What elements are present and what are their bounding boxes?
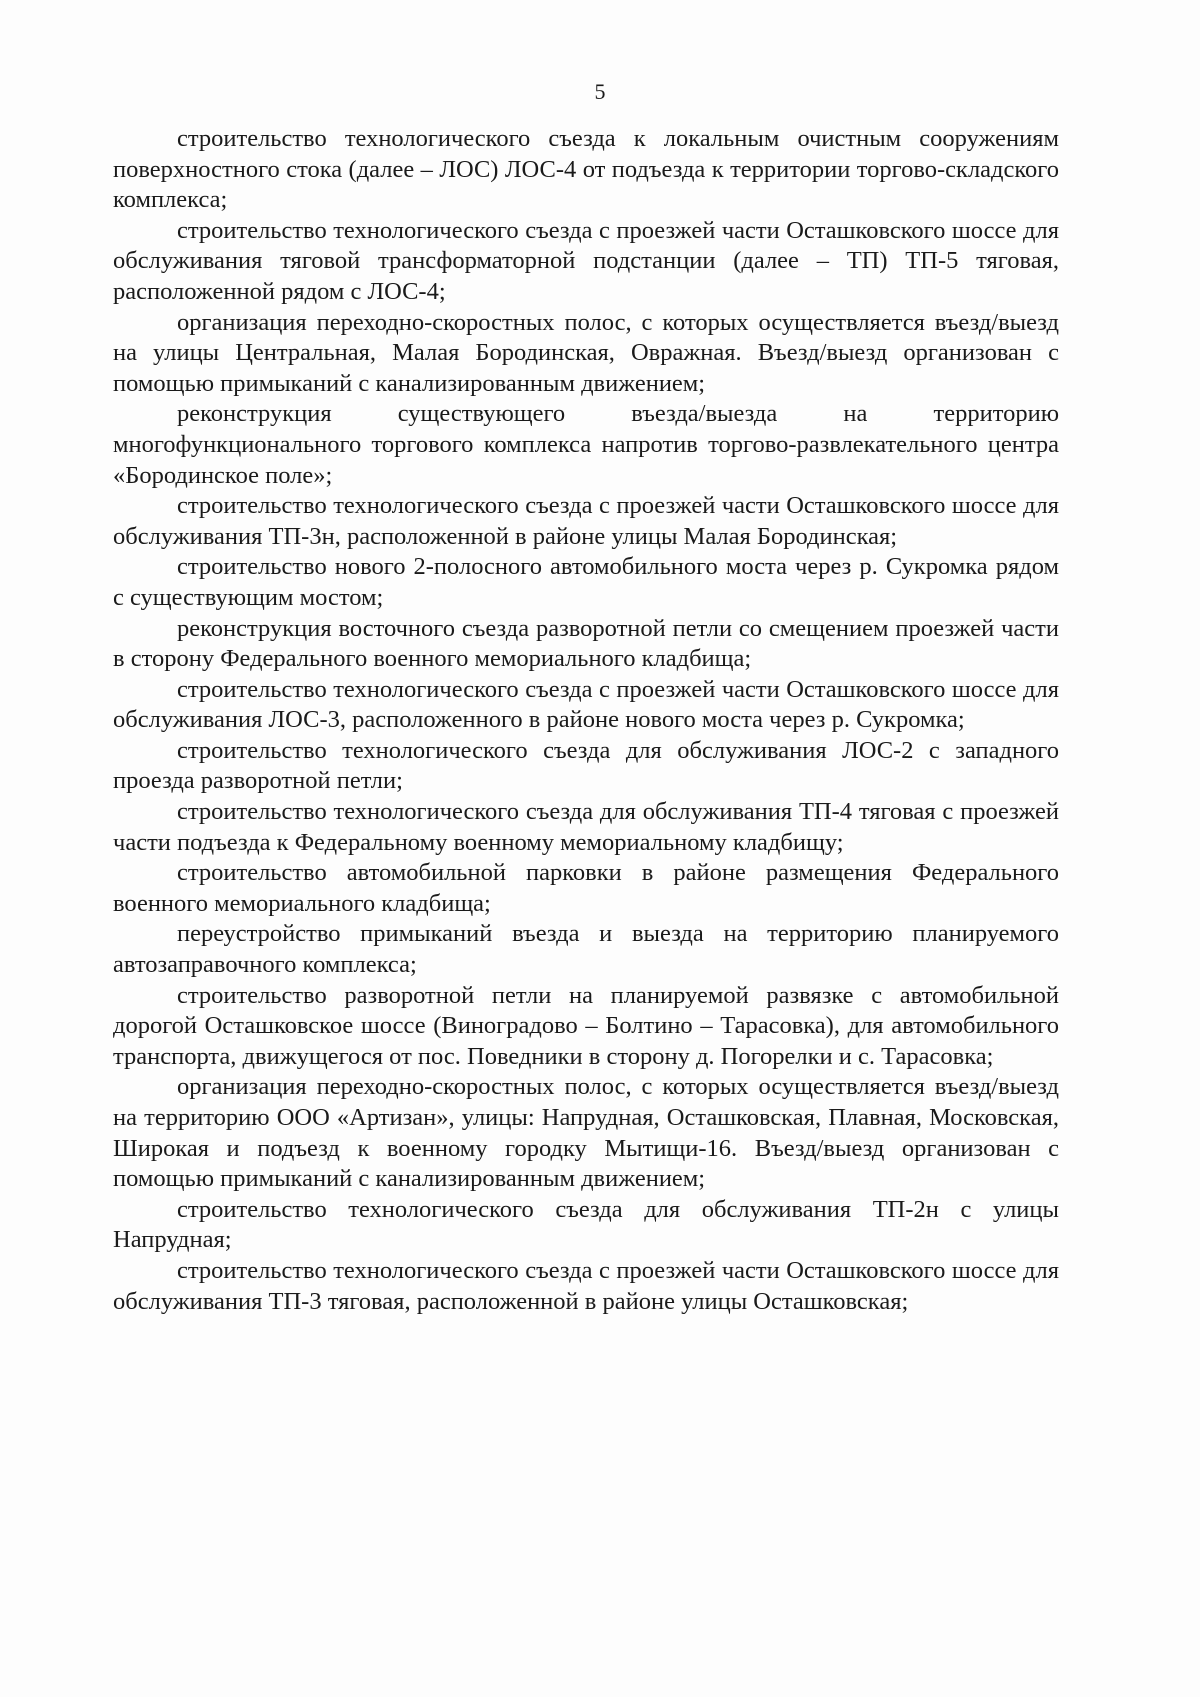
- paragraph: строительство технологического съезда для обслуживания ТП-4 тяговая с проезжей части подъезда к Федеральному военному мемориальному кладбищу;: [113, 798, 1059, 856]
- paragraph: переустройство примыканий въезда и выезда на территорию планируемого автозаправочного комплекса;: [113, 920, 1059, 979]
- paragraph: организация переходно-скоростных полос, с которых осуществляется въезд/выезд на улицы Центральная, Малая Бородинская, Овражная. Въезд/выезд организован с помощью примыканий с канализированным движением;: [113, 308, 1059, 397]
- paragraph: строительство технологического съезда к локальным очистным сооружениям поверхностного стока (далее – ЛОС) ЛОС-4 от подъезда к территории торгово-складского комплекса;: [113, 125, 1059, 214]
- page-number: 5: [594, 79, 606, 104]
- paragraph: строительство технологического съезда с проезжей части Осташковского шоссе для обслуживания ЛОС-3, расположенного в районе нового моста через р. Сукромка;: [113, 675, 1059, 734]
- paragraph: строительство технологического съезда с проезжей части Осташковского шоссе для обслуживания ТП-3 тяговая, расположенной в районе улицы Осташковская;: [113, 1256, 1059, 1315]
- paragraph: строительство разворотной петли на планируемой развязке с автомобильной дорогой Осташковское шоссе (Виноградово – Болтино – Тарасовка), для автомобильного транспорта, движущегося от пос. Поведники в сторону д. Погорелки и с. Тарасовка;: [113, 981, 1059, 1070]
- paragraph: строительство технологического съезда с проезжей части Осташковского шоссе для обслуживания тяговой трансформаторной подстанции (далее – ТП) ТП-5 тяговая, расположенной рядом с ЛОС-4;: [113, 216, 1059, 305]
- paragraph: строительство технологического съезда для обслуживания ЛОС-2 с западного проезда разворотной петли;: [113, 736, 1059, 795]
- paragraph: реконструкция существующего въезда/выезда на территорию многофункционального торгового комплекса напротив торгово-развлекательного центра «Бородинское поле»;: [113, 400, 1059, 489]
- paragraph: реконструкция восточного съезда разворотной петли со смещением проезжей части в сторону Федерального военного мемориального кладбища;: [113, 614, 1059, 673]
- paragraph: организация переходно-скоростных полос, с которых осуществляется въезд/выезд на территорию ООО «Артизан», улицы: Напрудная, Осташковская, Плавная, Московская, Широкая и подъезд к военному городку Мытищи-16. Въезд/выезд организован с помощью примыканий с канализированным движением;: [113, 1073, 1059, 1193]
- paragraph: строительство автомобильной парковки в районе размещения Федерального военного мемориального кладбища;: [113, 859, 1059, 917]
- paragraph: строительство нового 2-полосного автомобильного моста через р. Сукромка рядом с существующим мостом;: [113, 553, 1059, 611]
- paragraph: строительство технологического съезда с проезжей части Осташковского шоссе для обслуживания ТП-3н, расположенной в районе улицы Малая Бородинская;: [113, 492, 1059, 550]
- paragraph: строительство технологического съезда для обслуживания ТП-2н с улицы Напрудная;: [113, 1195, 1059, 1254]
- document-body: [113, 124, 1059, 1317]
